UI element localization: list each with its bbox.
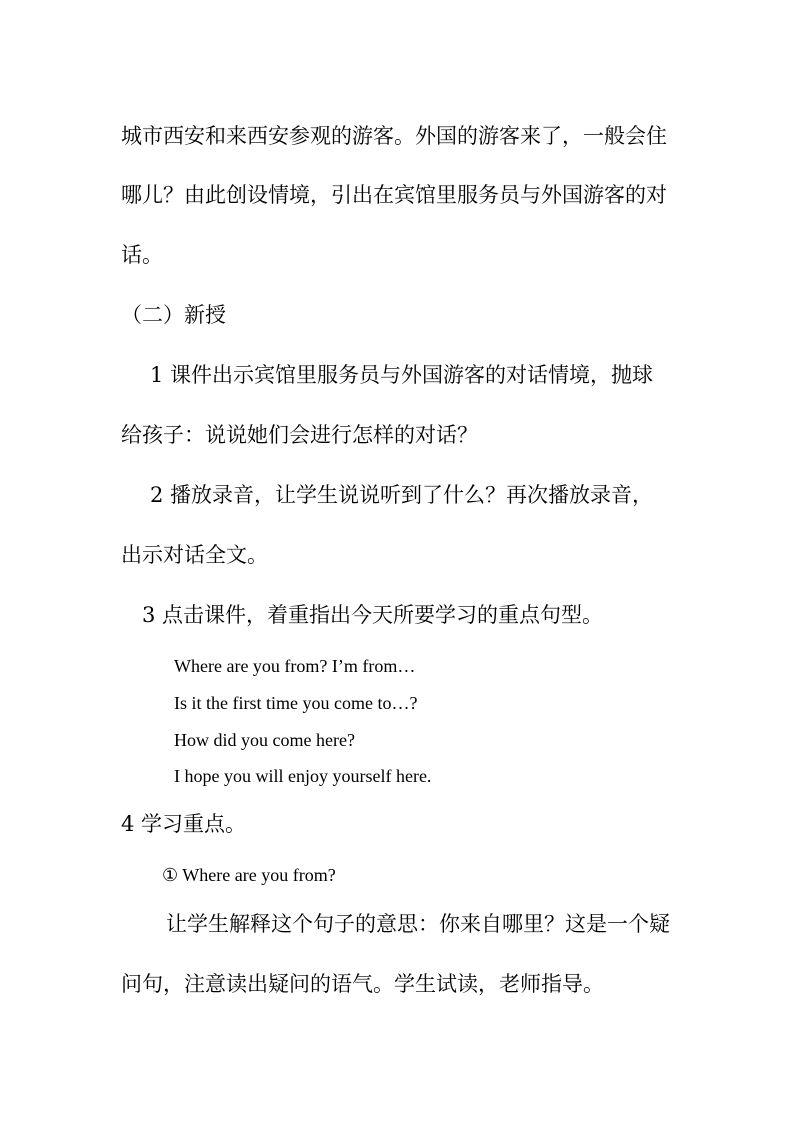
- section-heading: （二）新授: [121, 303, 226, 327]
- key-sentence: I hope you will enjoy yourself here.: [174, 766, 432, 786]
- paragraph-line: 城市西安和来西安参观的游客。外国的游客来了，一般会住: [121, 124, 667, 148]
- step-2-line: 出示对话全文。: [121, 543, 268, 567]
- step-1-line: 给孩子：说说她们会进行怎样的对话？: [121, 423, 478, 447]
- paragraph-line: 话。: [121, 243, 163, 267]
- key-sentence: Is it the first time you come to…?: [174, 693, 418, 713]
- key-sentence: How did you come here?: [174, 730, 355, 750]
- step-3-line: 3 点击课件，着重指出今天所要学习的重点句型。: [142, 603, 604, 627]
- step-2-line: 2 播放录音，让学生说说听到了什么？再次播放录音，: [150, 483, 654, 507]
- step-1-line: 1 课件出示宾馆里服务员与外国游客的对话情境，抛球: [150, 363, 654, 387]
- key-sentence: Where are you from? I’m from…: [174, 656, 416, 676]
- point-1-sentence: ① Where are you from?: [162, 865, 336, 885]
- point-1-explanation-line: 问句，注意读出疑问的语气。学生试读，老师指导。: [121, 972, 604, 996]
- paragraph-line: 哪儿？由此创设情境，引出在宾馆里服务员与外国游客的对: [121, 183, 667, 207]
- step-4-line: 4 学习重点。: [121, 812, 247, 836]
- point-1-explanation-line: 让学生解释这个句子的意思：你来自哪里？这是一个疑: [166, 912, 670, 936]
